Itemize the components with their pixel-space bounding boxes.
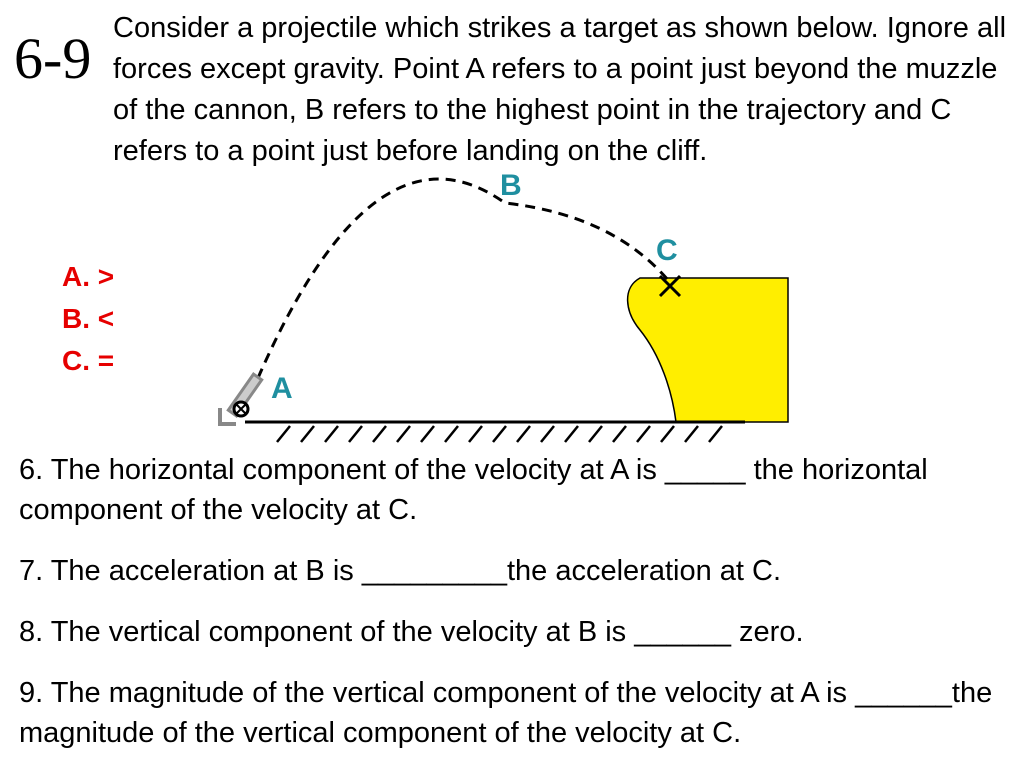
problem-intro: Consider a projectile which strikes a target as shown below. Ignore all forces except gravity. Point A refers to a point just beyond the muzzle of the cannon, B refers to the highest point in the trajectory and C refers to a point just before landing on the cliff. <box>113 12 1007 167</box>
point-c-label: C <box>656 234 678 267</box>
slide-number: 6-9 <box>14 26 92 91</box>
question-7: 7. The acceleration at B is _________the acceleration at C. <box>19 555 782 587</box>
cannon-icon <box>218 374 262 424</box>
point-b-label: B <box>500 169 522 202</box>
question-list <box>19 450 1009 774</box>
question-9: 9. The magnitude of the vertical component of the velocity at A is ______the magnitude of the vertical component of the velocity at C. <box>19 677 993 749</box>
cliff-shape <box>628 278 788 422</box>
question-6: 6. The horizontal component of the velocity at A is _____ the horizontal component of the velocity at C. <box>19 454 928 526</box>
point-a-label: A <box>271 372 293 405</box>
question-8: 8. The vertical component of the velocity at B is ______ zero. <box>19 616 804 648</box>
choice-b: B. < <box>62 303 115 334</box>
ground-hatching <box>277 426 722 442</box>
choice-a: A. > <box>62 261 115 292</box>
trajectory-path <box>258 179 668 378</box>
choice-c: C. = <box>62 345 115 376</box>
